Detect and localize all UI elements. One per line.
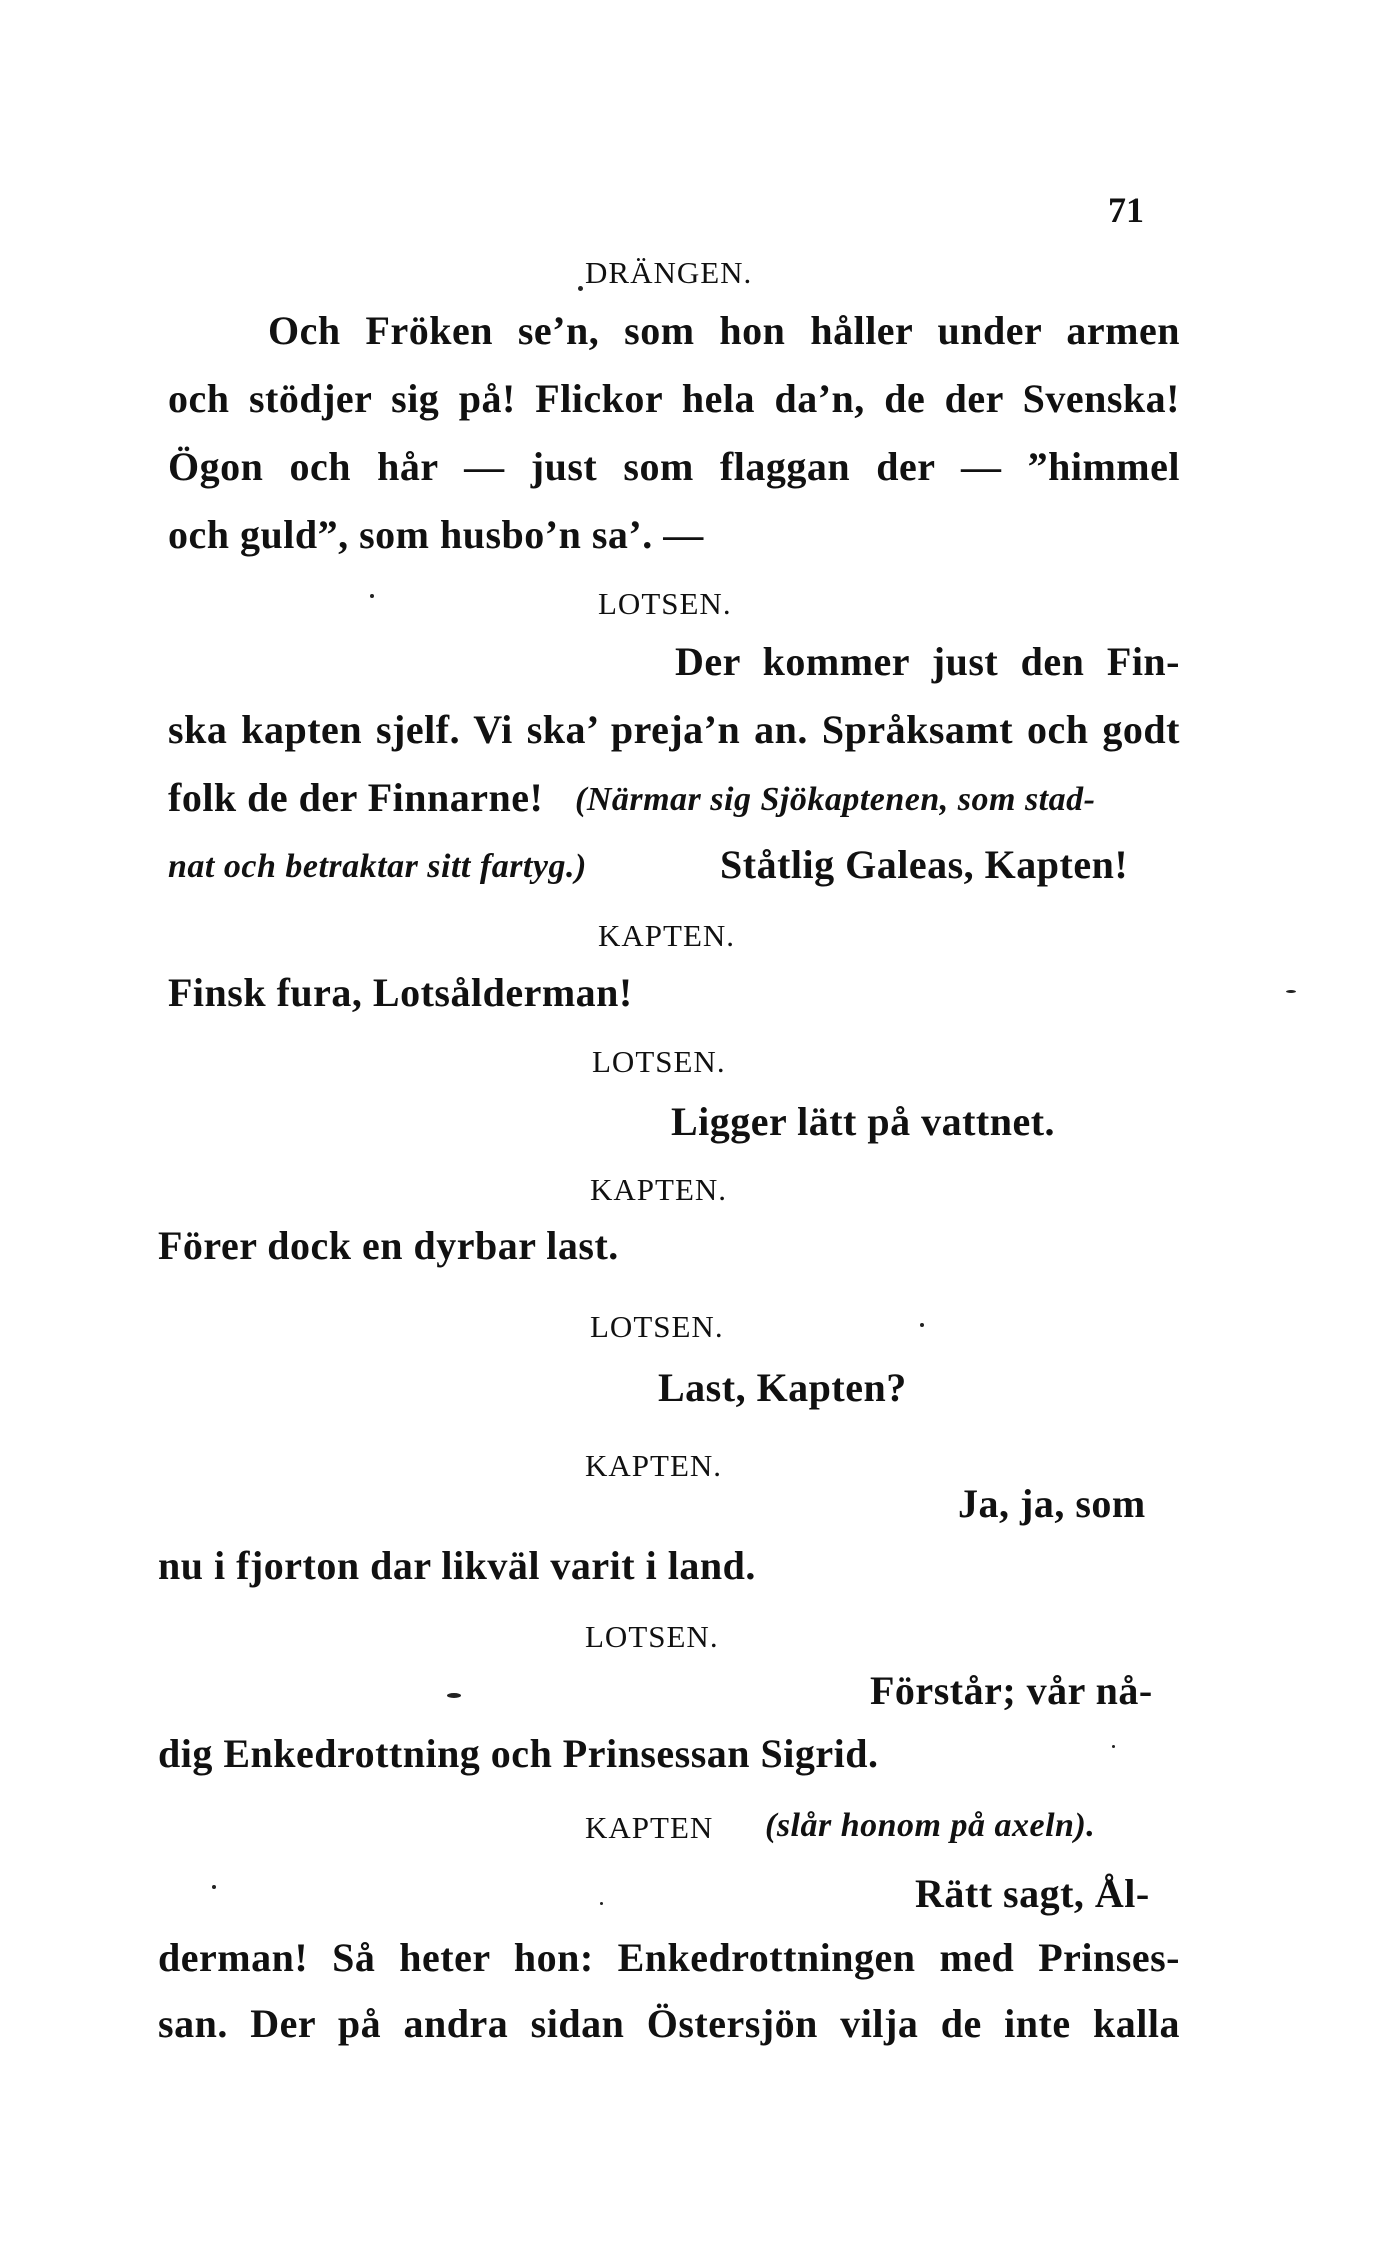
text-line: Rätt sagt, Ål-: [915, 1871, 1150, 1916]
scan-speck: [920, 1323, 924, 1327]
text-line: Last, Kapten?: [658, 1365, 907, 1410]
scan-speck: [370, 594, 374, 598]
scan-speck: [1286, 990, 1296, 993]
scan-speck: [212, 1885, 216, 1889]
speaker-lotsen: LOTSEN.: [585, 1619, 719, 1654]
scan-speck: [578, 286, 583, 291]
text-line: dig Enkedrottning och Prinsessan Sigrid.: [158, 1731, 879, 1776]
speaker-kapten: KAPTEN: [585, 1810, 714, 1845]
text-line: san. Der på andra sidan Östersjön vilja de inte kalla: [158, 2001, 1180, 2046]
text-line: Finsk fura, Lotsålderman!: [168, 970, 633, 1015]
text-line: Förer dock en dyrbar last.: [158, 1223, 619, 1268]
text-line: och guld”, som husbo’n sa’. —: [168, 512, 704, 557]
text-line: Der kommer just den Fin-: [675, 639, 1180, 684]
text-line: ska kapten sjelf. Vi ska’ preja’n an. Språksamt och godt: [168, 707, 1180, 752]
scan-speck: [1112, 1745, 1115, 1748]
text-line: Ögon och hår — just som flaggan der — ”himmel: [168, 444, 1180, 489]
text-line: Ja, ja, som: [958, 1481, 1146, 1526]
page-number: 71: [1108, 190, 1144, 230]
stage-direction: (slår honom på axeln).: [765, 1807, 1096, 1844]
speaker-lotsen: LOTSEN.: [590, 1309, 724, 1344]
scan-speck: [600, 1902, 603, 1905]
text-line: Och Fröken se’n, som hon håller under armen: [268, 308, 1180, 353]
text-line: nu i fjorton dar likväl varit i land.: [158, 1543, 756, 1588]
speaker-lotsen: LOTSEN.: [592, 1044, 726, 1079]
text-line: derman! Så heter hon: Enkedrottningen med Prinses-: [158, 1935, 1180, 1980]
speaker-kapten: KAPTEN.: [590, 1172, 728, 1207]
speaker-kapten: KAPTEN.: [598, 918, 736, 953]
speaker-kapten: KAPTEN.: [585, 1448, 723, 1483]
scan-speck: [447, 1693, 461, 1698]
text-line: Ståtlig Galeas, Kapten!: [720, 842, 1129, 887]
text-line: folk de der Finnarne!: [168, 775, 544, 820]
speaker-drangen: DRÄNGEN.: [585, 255, 753, 290]
text-line: Ligger lätt på vattnet.: [671, 1099, 1056, 1144]
speaker-lotsen: LOTSEN.: [598, 586, 732, 621]
stage-direction: nat och betraktar sitt fartyg.): [168, 848, 587, 885]
text-line: Förstår; vår nå-: [870, 1668, 1153, 1713]
stage-direction: (Närmar sig Sjökaptenen, som stad-: [575, 781, 1096, 818]
text-line: och stödjer sig på! Flickor hela da’n, de der Svenska!: [168, 376, 1180, 421]
